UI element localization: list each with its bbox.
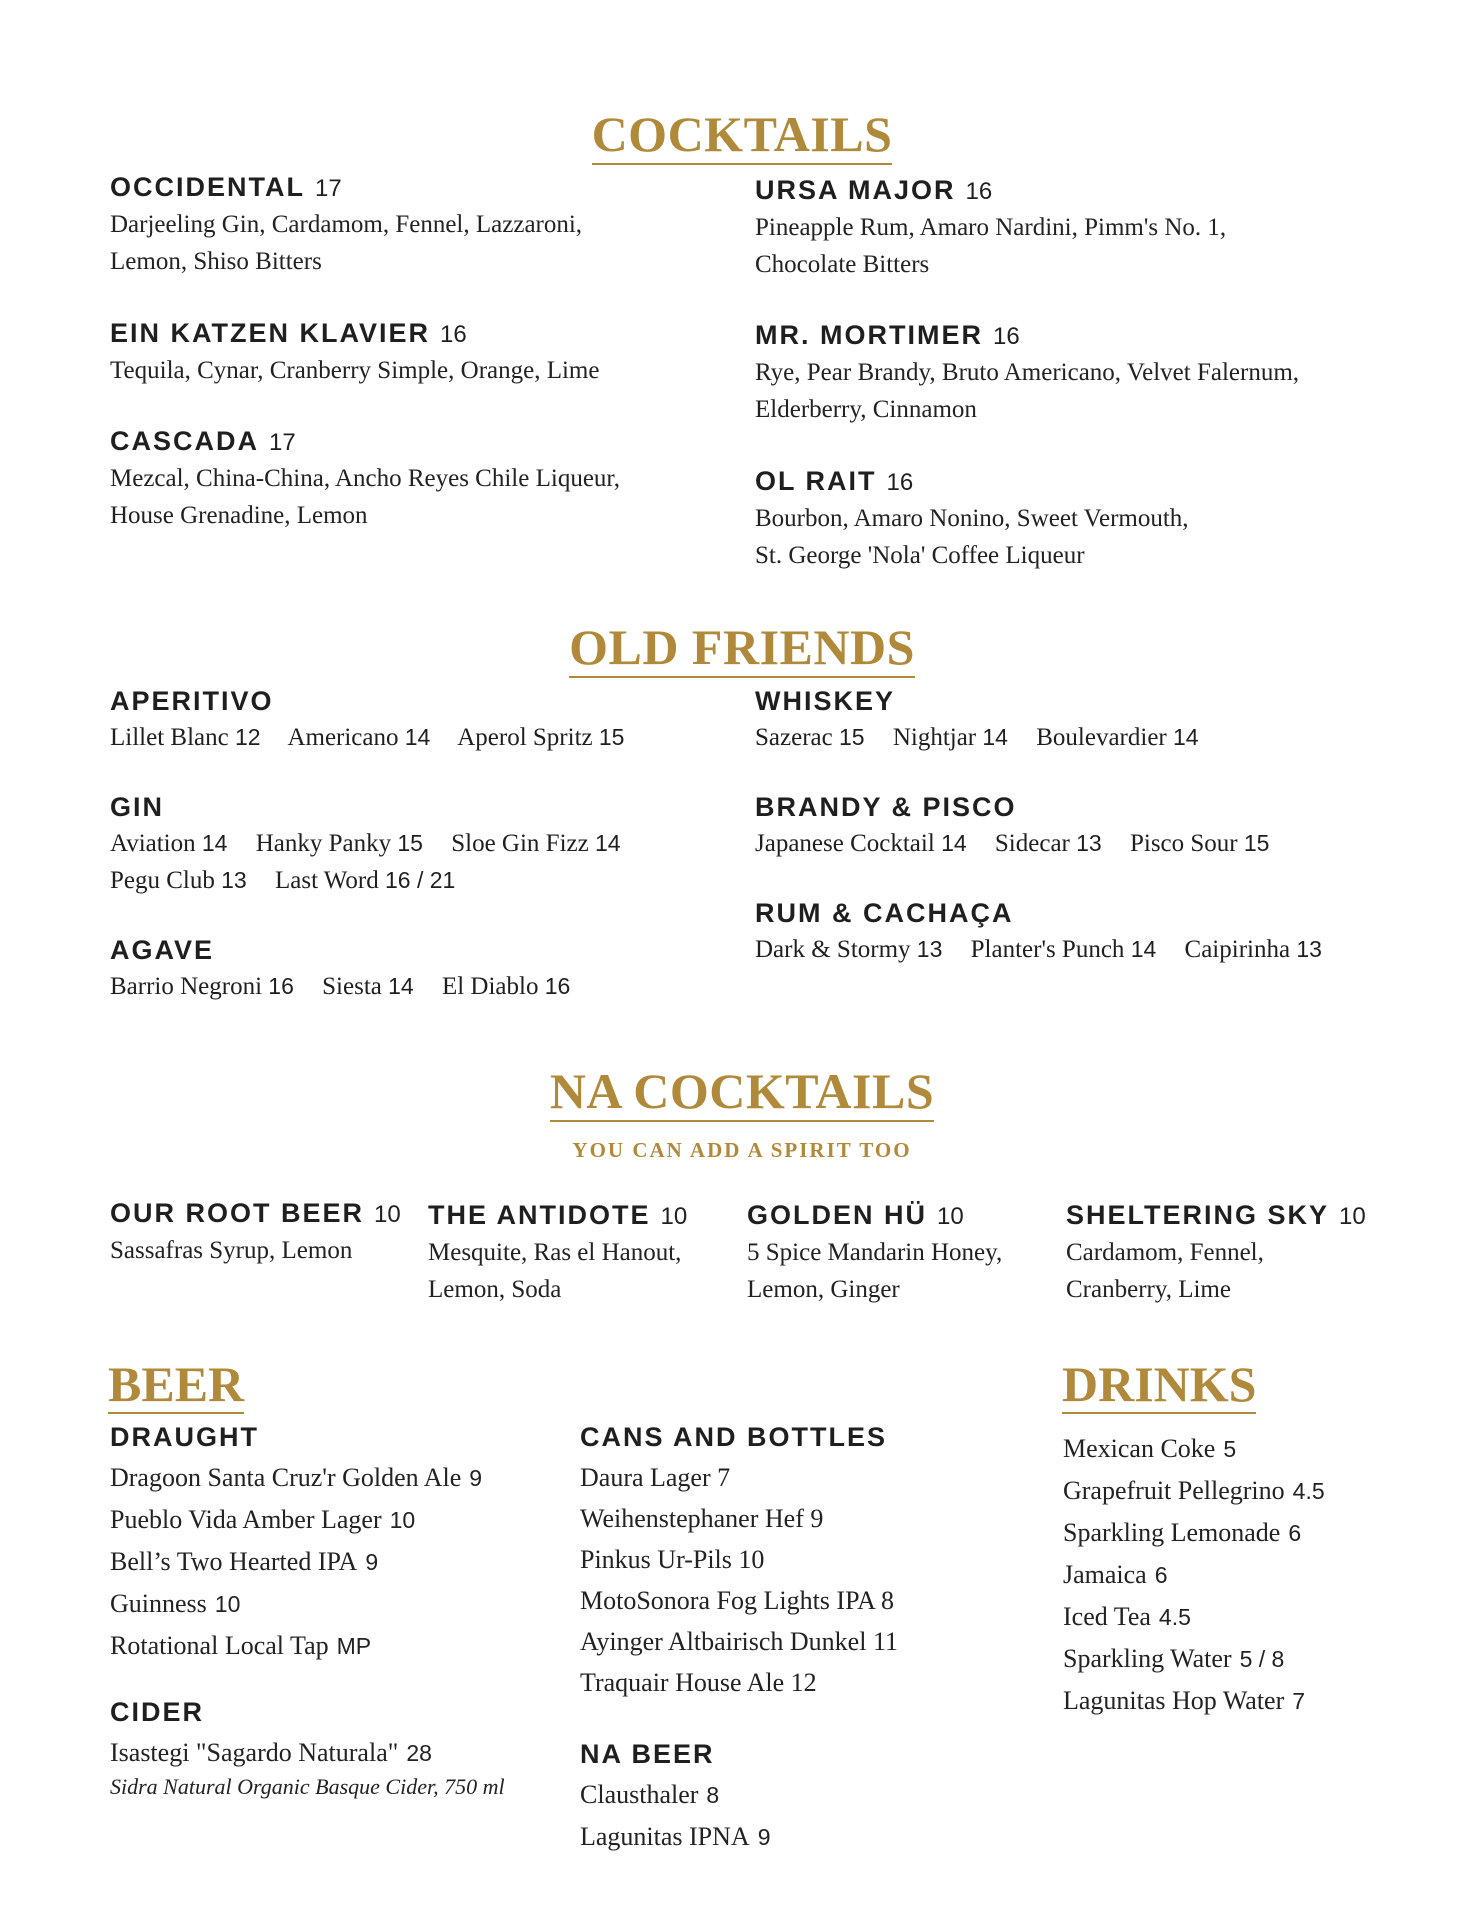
cocktail-name: CASCADA xyxy=(110,426,259,456)
list-item: MotoSonora Fog Lights IPA 8 xyxy=(580,1586,894,1615)
list-item: Jamaica 6 xyxy=(1063,1560,1168,1589)
cocktail-item xyxy=(755,175,1226,283)
cider-note: Sidra Natural Organic Basque Cider, 750 ml xyxy=(110,1774,505,1799)
cocktail-price: 16 xyxy=(965,178,993,205)
list-item: Weihenstephaner Hef 9 xyxy=(580,1504,824,1533)
cocktail-item xyxy=(110,172,582,280)
list-item: Traquair House Ale 12 xyxy=(580,1668,817,1697)
draught-list xyxy=(110,1422,482,1667)
cocktail-price: 17 xyxy=(315,175,342,202)
list-item: Isastegi "Sagardo Naturala" 28 xyxy=(110,1738,432,1767)
cocktail-name: EIN KATZEN KLAVIER xyxy=(110,318,431,348)
category-brandy-pisco xyxy=(755,792,1291,862)
cocktail-name: OCCIDENTAL xyxy=(110,172,305,202)
drink-row: Barrio Negroni 16 Siesta 14 El Diablo 16 xyxy=(110,973,571,1000)
category-title: APERITIVO xyxy=(110,686,274,716)
category-aperitivo xyxy=(110,686,646,756)
category-agave xyxy=(110,935,592,1005)
cocktail-item xyxy=(755,466,1189,574)
na-cocktails-subheading: YOU CAN ADD A SPIRIT TOO xyxy=(572,1138,912,1162)
na-cocktails-heading: NA COCKTAILS xyxy=(0,1062,1484,1120)
cocktail-desc: Tequila, Cynar, Cranberry Simple, Orange, Lime xyxy=(110,357,600,384)
cocktail-item xyxy=(755,320,1299,428)
na-cocktail-name: GOLDEN HÜ xyxy=(747,1200,927,1230)
na-cocktail-name: OUR ROOT BEER xyxy=(110,1198,365,1228)
category-whiskey xyxy=(755,686,1221,756)
drink-row: Pegu Club 13 Last Word 16 / 21 xyxy=(110,867,456,894)
category-title: GIN xyxy=(110,792,165,822)
na-cocktail-desc: Cardamom, Fennel, Cranberry, Lime xyxy=(1066,1239,1264,1303)
na-cocktail-desc: 5 Spice Mandarin Honey, Lemon, Ginger xyxy=(747,1239,1003,1303)
drink-row: Dark & Stormy 13 Planter's Punch 14 Caipirinha 13 xyxy=(755,936,1322,963)
drinks-list xyxy=(1063,1428,1325,1722)
na-cocktail-name: SHELTERING SKY xyxy=(1066,1200,1330,1230)
category-rum-cachaca xyxy=(755,898,1344,968)
cocktail-desc: Darjeeling Gin, Cardamom, Fennel, Lazzaroni, Lemon, Shiso Bitters xyxy=(110,211,583,275)
list-item: Sparkling Lemonade 6 xyxy=(1063,1518,1302,1547)
list-item: Iced Tea 4.5 xyxy=(1063,1602,1191,1631)
cocktail-item xyxy=(110,318,599,389)
na-cocktail-desc: Mesquite, Ras el Hanout, Lemon, Soda xyxy=(428,1239,682,1303)
category-gin xyxy=(110,792,643,899)
category-title: BRANDY & PISCO xyxy=(755,792,1017,822)
cocktail-name: MR. MORTIMER xyxy=(755,320,983,350)
na-cocktail-price: 10 xyxy=(374,1201,401,1228)
cocktail-name: OL RAIT xyxy=(755,466,877,496)
list-item: Mexican Coke 5 xyxy=(1063,1434,1237,1463)
cocktail-desc: Rye, Pear Brandy, Bruto Americano, Velvet Falernum, Elderberry, Cinnamon xyxy=(755,359,1300,423)
cider-list xyxy=(110,1697,505,1800)
category-title: WHISKEY xyxy=(755,686,896,716)
category-title: DRAUGHT xyxy=(110,1422,259,1452)
list-item: Clausthaler 8 xyxy=(580,1780,720,1809)
drink-row: Aviation 14 Hanky Panky 15 Sloe Gin Fizz 14 xyxy=(110,830,621,857)
category-title: AGAVE xyxy=(110,935,215,965)
na-cocktail-desc: Sassafras Syrup, Lemon xyxy=(110,1237,353,1264)
na-cocktail-name: THE ANTIDOTE xyxy=(428,1200,651,1230)
list-item: Guinness 10 xyxy=(110,1589,241,1618)
na-cocktail-item xyxy=(428,1200,687,1308)
cocktail-desc: Bourbon, Amaro Nonino, Sweet Vermouth, St. George 'Nola' Coffee Liqueur xyxy=(755,505,1189,569)
old-friends-heading: OLD FRIENDS xyxy=(0,618,1484,676)
na-cocktail-item xyxy=(110,1198,401,1269)
drink-row: Sazerac 15 Nightjar 14 Boulevardier 14 xyxy=(755,724,1199,751)
category-title: CANS AND BOTTLES xyxy=(580,1422,887,1452)
cans-list xyxy=(580,1422,898,1703)
cocktail-item xyxy=(110,426,620,534)
category-title: CIDER xyxy=(110,1697,205,1727)
cocktail-desc: Mezcal, China-China, Ancho Reyes Chile Liqueur, House Grenadine, Lemon xyxy=(110,465,620,529)
cocktails-heading: COCKTAILS xyxy=(0,105,1484,163)
na-beer-list xyxy=(580,1739,771,1858)
cocktail-price: 17 xyxy=(269,429,296,456)
beer-heading: BEER xyxy=(108,1356,245,1412)
na-cocktail-price: 10 xyxy=(660,1203,688,1230)
drinks-heading: DRINKS xyxy=(1062,1356,1257,1412)
drink-row: Japanese Cocktail 14 Sidecar 13 Pisco Sour 15 xyxy=(755,830,1270,857)
list-item: Lagunitas Hop Water 7 xyxy=(1063,1686,1306,1715)
list-item: Ayinger Altbairisch Dunkel 11 xyxy=(580,1627,898,1656)
list-item: Dragoon Santa Cruz'r Golden Ale 9 xyxy=(110,1463,483,1492)
cocktail-price: 16 xyxy=(440,321,467,348)
list-item: Sparkling Water 5 / 8 xyxy=(1063,1644,1285,1673)
na-cocktail-price: 10 xyxy=(937,1203,964,1230)
category-title: NA BEER xyxy=(580,1739,715,1769)
list-item: Grapefruit Pellegrino 4.5 xyxy=(1063,1476,1325,1505)
cocktail-price: 16 xyxy=(886,469,914,496)
list-item: Pueblo Vida Amber Lager 10 xyxy=(110,1505,416,1534)
drink-row: Lillet Blanc 12 Americano 14 Aperol Spritz 15 xyxy=(110,724,625,751)
cocktail-desc: Pineapple Rum, Amaro Nardini, Pimm's No. 1, Chocolate Bitters xyxy=(755,214,1227,278)
cocktail-price: 16 xyxy=(992,323,1020,350)
na-cocktail-price: 10 xyxy=(1339,1203,1366,1230)
na-cocktail-item xyxy=(1066,1200,1366,1308)
list-item: Rotational Local Tap MP xyxy=(110,1631,372,1660)
na-cocktail-item xyxy=(747,1200,1002,1308)
category-title: RUM & CACHAÇA xyxy=(755,898,1014,928)
list-item: Daura Lager 7 xyxy=(580,1463,731,1492)
cocktail-name: URSA MAJOR xyxy=(755,175,956,205)
list-item: Lagunitas IPNA 9 xyxy=(580,1822,771,1851)
list-item: Pinkus Ur-Pils 10 xyxy=(580,1545,765,1574)
list-item: Bell’s Two Hearted IPA 9 xyxy=(110,1547,379,1576)
